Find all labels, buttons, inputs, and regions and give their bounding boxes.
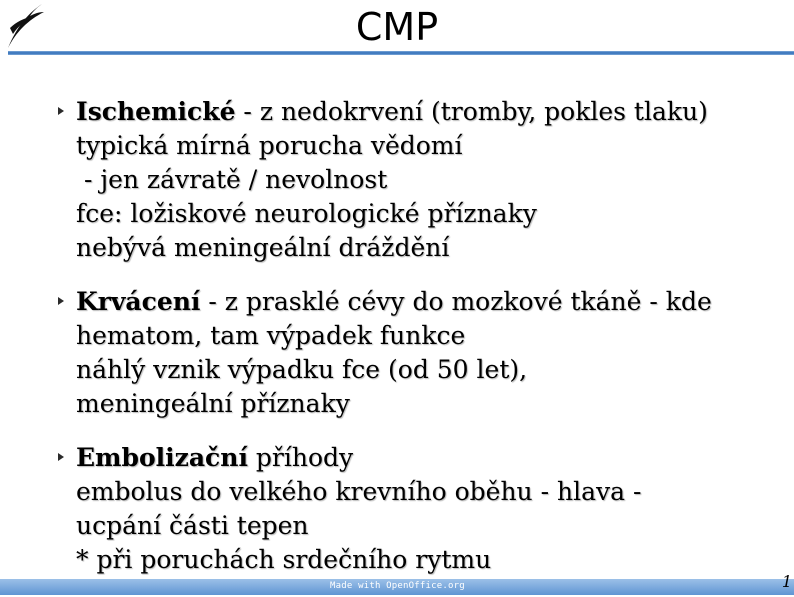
bullet-heading-rest: - z prasklé cévy do mozkové tkáně - kde [200,287,712,316]
bullet-line: nebývá meningeální dráždění [76,233,450,262]
title-rule [8,51,794,55]
bullet-line: typická mírná porucha vědomí [76,131,463,160]
footer-credit: Made with OpenOffice.org [330,581,465,591]
bullet-ischemic [76,95,794,265]
triangle-bullet-icon [58,107,64,115]
bullet-heading-rest: příhody [247,443,354,472]
bullet-line: * při poruchách srdečního rytmu [76,545,492,574]
triangle-bullet-icon [58,453,64,461]
bullet-line: meningeální příznaky [76,389,350,418]
slide-title: CMP [355,5,439,49]
bullet-hemorrhage [76,285,794,421]
bullet-heading [76,95,794,129]
bullet-embolic [76,441,794,577]
bullet-line: fce: ložiskové neurologické příznaky [76,199,537,228]
bullet-term: Krvácení [76,287,201,316]
slide-content [0,95,794,597]
page-number: 1 [781,572,792,591]
bullet-heading [76,285,794,319]
bullet-term: Ischemické [76,97,236,126]
bullet-term: Embolizační [76,443,248,472]
bullet-heading [76,441,794,475]
bullet-heading-rest: - z nedokrvení (tromby, pokles tlaku) [235,97,708,126]
bullet-line: hematom, tam výpadek funkce [76,321,466,350]
footer-bar [0,579,794,595]
triangle-bullet-icon [58,297,64,305]
bullet-line: embolus do velkého krevního oběhu - hlava - [76,477,642,506]
bullet-line: ucpání části tepen [76,511,309,540]
bullet-line: - jen závratě / nevolnost [76,165,388,194]
bullet-line: náhlý vznik výpadku fce (od 50 let), [76,355,528,384]
